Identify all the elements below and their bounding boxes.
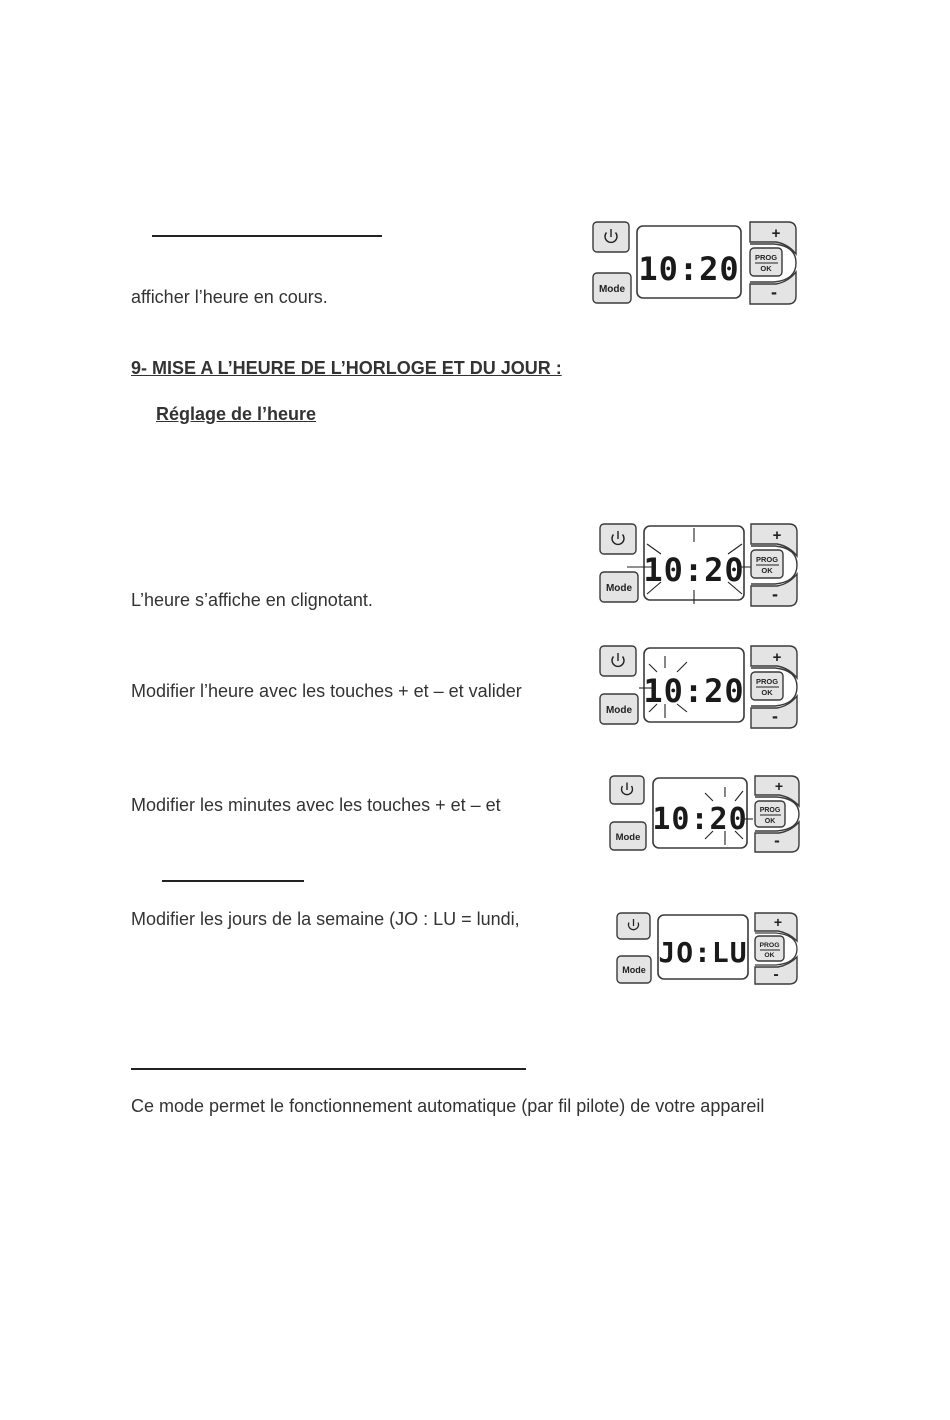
mode-label: Mode bbox=[605, 705, 633, 716]
ok-label: OK bbox=[761, 688, 773, 697]
ok-label: OK bbox=[760, 264, 772, 273]
lcd-display: 10:20 bbox=[638, 250, 740, 288]
control-panel-5 bbox=[614, 910, 804, 988]
plus-label: + bbox=[774, 778, 784, 794]
heading-rule-1 bbox=[152, 235, 382, 237]
modify-days-text: Modifier les jours de la semaine (JO : LU = lundi, bbox=[131, 909, 520, 929]
lcd-display: 10:20 bbox=[643, 672, 745, 710]
mode-label: Mode bbox=[598, 284, 626, 295]
subsection-title: Réglage de l’heure bbox=[156, 404, 317, 424]
control-panel-1 bbox=[590, 218, 802, 308]
plus-label: + bbox=[771, 225, 781, 242]
control-panel-4 bbox=[607, 773, 807, 855]
prog-label: PROG bbox=[755, 555, 779, 564]
heading-rule-3 bbox=[131, 1068, 526, 1070]
plus-label: + bbox=[772, 649, 782, 666]
mode-label: Mode bbox=[622, 965, 646, 975]
minus-label: - bbox=[771, 282, 777, 302]
prog-label: PROG bbox=[759, 942, 780, 949]
mode-description: Ce mode permet le fonctionnement automatique (par fil pilote) de votre appareil bbox=[131, 1096, 765, 1116]
modify-minutes-text: Modifier les minutes avec les touches + et – et bbox=[131, 795, 501, 815]
minus-label: - bbox=[773, 966, 779, 983]
minus-label: - bbox=[772, 706, 778, 726]
ok-label: OK bbox=[764, 952, 775, 959]
prog-label: PROG bbox=[759, 807, 781, 814]
blinking-text: L’heure s’affiche en clignotant. bbox=[131, 590, 373, 610]
mode-label: Mode bbox=[605, 583, 633, 594]
ok-label: OK bbox=[764, 818, 776, 825]
mode-label: Mode bbox=[615, 832, 641, 843]
plus-label: + bbox=[772, 527, 782, 544]
prog-label: PROG bbox=[754, 253, 778, 262]
lcd-display: 10:20 bbox=[652, 802, 748, 837]
minus-label: - bbox=[772, 584, 778, 604]
section-title: 9- MISE A L’HEURE DE L’HORLOGE ET DU JOUR : bbox=[131, 358, 562, 378]
heading-rule-2 bbox=[162, 880, 304, 882]
ok-label: OK bbox=[761, 566, 773, 575]
prog-label: PROG bbox=[755, 677, 779, 686]
display-time-text: afficher l’heure en cours. bbox=[131, 287, 328, 307]
modify-hour-text: Modifier l’heure avec les touches + et – et valider bbox=[131, 681, 522, 701]
control-panel-3 bbox=[597, 642, 809, 732]
plus-label: + bbox=[773, 914, 783, 930]
lcd-display: 10:20 bbox=[643, 551, 745, 589]
control-panel-2 bbox=[597, 520, 809, 610]
lcd-display: JO:LU bbox=[658, 936, 748, 969]
minus-label: - bbox=[774, 831, 780, 850]
